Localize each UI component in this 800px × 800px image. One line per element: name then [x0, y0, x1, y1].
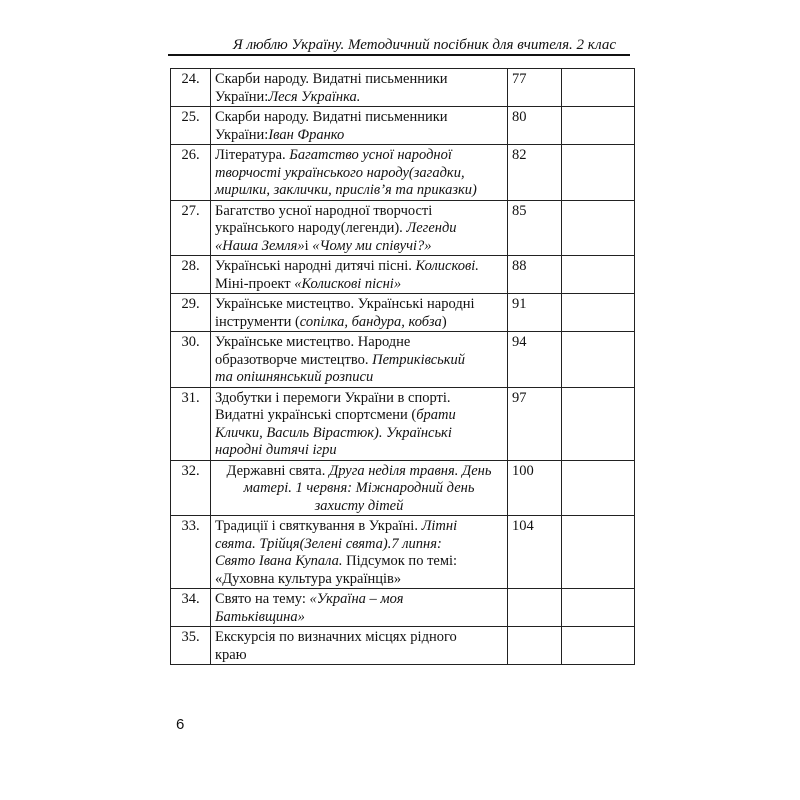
- lesson-title: [211, 200, 508, 256]
- lesson-number: 33.: [171, 516, 211, 589]
- lesson-title: [211, 589, 508, 627]
- table-row: [171, 460, 635, 516]
- title-text: «Духовна культура українців»: [215, 570, 402, 587]
- contents-table: [170, 68, 635, 665]
- contents-table-body: [171, 69, 635, 665]
- title-text: українського народу(легенди).: [215, 220, 407, 236]
- page-ref: 104: [508, 516, 562, 589]
- title-text: Леся Українка.: [268, 88, 361, 105]
- page-ref: 100: [508, 460, 562, 516]
- table-row: [171, 69, 635, 107]
- table-row: [171, 107, 635, 145]
- lesson-title: [211, 332, 508, 388]
- title-text: творчості українського народу(загадки,: [215, 164, 465, 181]
- empty-cell: [562, 589, 635, 627]
- lesson-number: 28.: [171, 256, 211, 294]
- title-text: Скарби народу. Видатні письменники: [215, 109, 448, 125]
- title-text: та опішнянський розписи: [215, 369, 374, 385]
- title-text: «Колискові пісні»: [294, 275, 402, 292]
- title-text: народні дитячі ігри: [215, 442, 337, 458]
- title-text: ): [441, 313, 447, 330]
- table-row: [171, 145, 635, 201]
- title-text: Петриківський: [372, 351, 466, 368]
- page-ref: 91: [508, 294, 562, 332]
- title-text: Українські народні дитячі пісні.: [215, 258, 416, 274]
- title-text: матері. 1 червня: Міжнародний день: [243, 480, 475, 496]
- title-text: Літні: [421, 518, 458, 534]
- title-text: Традиції і святкування в Україні.: [215, 518, 422, 534]
- title-text: Міні-проект: [215, 275, 295, 292]
- title-text: Свято на тему:: [215, 591, 310, 607]
- empty-cell: [562, 294, 635, 332]
- title-text: «Україна – моя: [309, 591, 404, 607]
- lesson-title: [211, 256, 508, 294]
- title-text: «Наша Земля»: [215, 237, 305, 254]
- empty-cell: [562, 627, 635, 665]
- title-text: Свято Івана Купала.: [215, 553, 343, 569]
- title-text: «Чому ми співучі?»: [312, 237, 432, 254]
- title-text: брати: [416, 407, 456, 423]
- lesson-number: 35.: [171, 627, 211, 665]
- page-ref: [508, 627, 562, 665]
- title-text: Легенди: [406, 220, 457, 236]
- empty-cell: [562, 69, 635, 107]
- title-text: образотворче мистецтво.: [215, 351, 373, 368]
- title-text: Підсумок по темі:: [342, 553, 458, 569]
- table-row: [171, 516, 635, 589]
- lesson-number: 31.: [171, 387, 211, 460]
- title-text: Екскурсія по визначних місцях рідного: [215, 629, 457, 645]
- title-text: Друга неділя травня. День: [328, 462, 492, 479]
- title-text: Клички, Василь Вірастюк). Українські: [215, 424, 452, 441]
- table-row: [171, 627, 635, 665]
- title-text: Українське мистецтво. Народне: [215, 334, 411, 350]
- title-text: Іван Франко: [268, 126, 345, 143]
- table-row: [171, 256, 635, 294]
- lesson-title: [211, 294, 508, 332]
- empty-cell: [562, 460, 635, 516]
- empty-cell: [562, 107, 635, 145]
- title-text: Багатство усної народної творчості: [215, 202, 433, 219]
- empty-cell: [562, 516, 635, 589]
- title-text: Література.: [215, 147, 290, 163]
- page-number: 6: [176, 716, 185, 733]
- title-text: Батьківщина»: [215, 608, 305, 625]
- title-text: України:: [215, 126, 269, 143]
- empty-cell: [562, 256, 635, 294]
- lesson-title: [211, 516, 508, 589]
- empty-cell: [562, 332, 635, 388]
- title-text: Здобутки і перемоги України в спорті.: [215, 389, 451, 406]
- title-text: і: [304, 237, 313, 254]
- title-text: Скарби народу. Видатні письменники: [215, 71, 448, 87]
- lesson-number: 25.: [171, 107, 211, 145]
- lesson-number: 24.: [171, 69, 211, 107]
- page-ref: 82: [508, 145, 562, 201]
- lesson-title: [211, 69, 508, 107]
- lesson-number: 30.: [171, 332, 211, 388]
- page-ref: 97: [508, 387, 562, 460]
- title-text: інструменти (: [215, 313, 300, 330]
- table-row: [171, 589, 635, 627]
- empty-cell: [562, 145, 635, 201]
- table-row: [171, 332, 635, 388]
- table-row: [171, 387, 635, 460]
- empty-cell: [562, 387, 635, 460]
- title-text: Українське мистецтво. Українські народні: [215, 296, 475, 312]
- page-ref: [508, 589, 562, 627]
- lesson-title: [211, 145, 508, 201]
- lesson-number: 26.: [171, 145, 211, 201]
- lesson-number: 32.: [171, 460, 211, 516]
- page-ref: 85: [508, 200, 562, 256]
- table-row: [171, 200, 635, 256]
- title-text: Колискові.: [415, 258, 479, 274]
- header-rule: [168, 54, 630, 56]
- page-ref: 88: [508, 256, 562, 294]
- title-text: Видатні українські спортсмени (: [215, 407, 417, 423]
- lesson-title: [211, 387, 508, 460]
- lesson-number: 29.: [171, 294, 211, 332]
- title-text: мирилки, заклички, прислів’я та приказки): [215, 182, 477, 198]
- title-text: захисту дітей: [314, 497, 404, 514]
- lesson-number: 27.: [171, 200, 211, 256]
- lesson-title: [211, 627, 508, 665]
- page-header-title: Я люблю Україну. Методичний посібник для вчителя. 2 клас: [232, 37, 616, 53]
- lesson-number: 34.: [171, 589, 211, 627]
- title-text: свята. Трійця(Зелені свята).7 липня:: [215, 535, 442, 552]
- table-row: [171, 294, 635, 332]
- title-text: краю: [215, 646, 247, 663]
- lesson-title: [211, 460, 508, 516]
- title-text: Багатство усної народної: [289, 147, 452, 163]
- lesson-title: [211, 107, 508, 145]
- page-ref: 94: [508, 332, 562, 388]
- empty-cell: [562, 200, 635, 256]
- page-ref: 77: [508, 69, 562, 107]
- title-text: сопілка, бандура, кобза: [299, 313, 442, 330]
- title-text: України:: [215, 88, 269, 105]
- page-ref: 80: [508, 107, 562, 145]
- title-text: Державні свята.: [226, 462, 329, 479]
